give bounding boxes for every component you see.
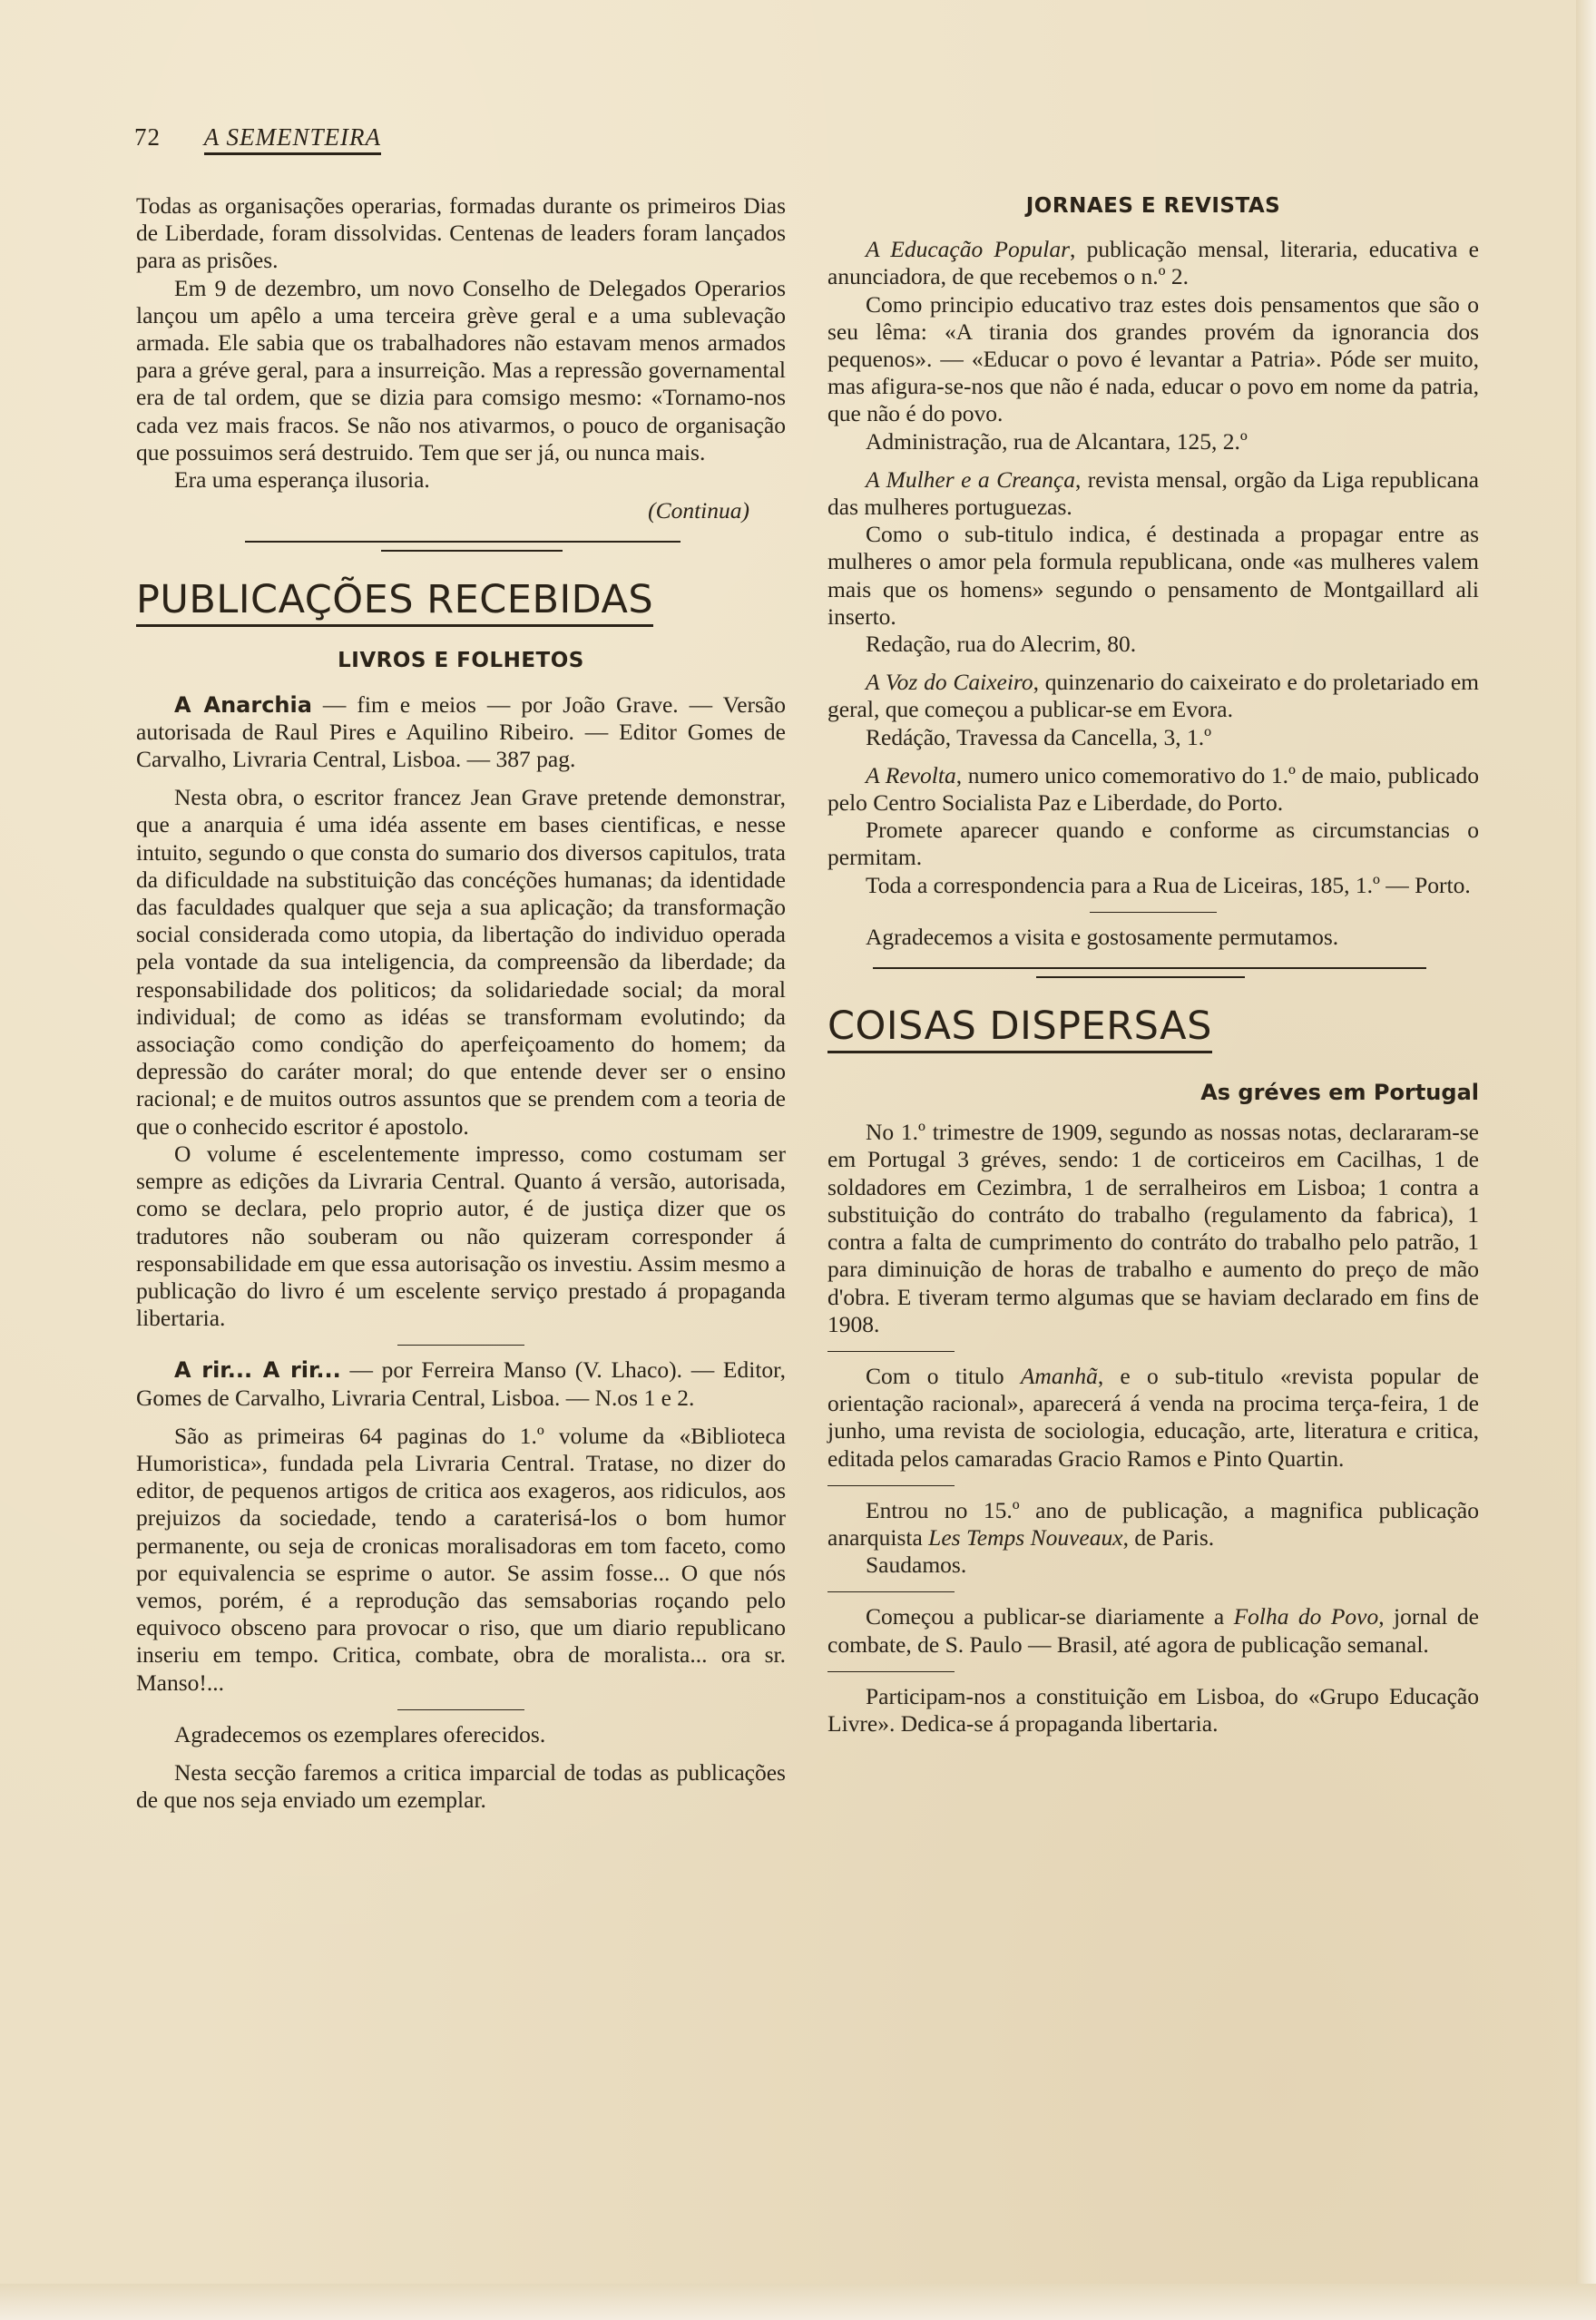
review-paragraph: Nesta obra, o escritor francez Jean Grave pretende demonstrar, que a anarquia é uma idéa assente em bases cientificas, e nesse intuito, segundo o que consta do sumario dos diversos capitulos, trata da dificuldade na substituição das concéções humanas; da identidade das faculdades qualquer que seja a sua aplicação; da transformação social considerada como utopia, da libertação do individuo operada pela vontade da sua inteligencia, da compreensão da liberdade; da responsabilidade dos politicos; da solidariedade social; da moral individual; de como as idéas se transformam evolutindo; da associação como condição do aperfeiçoamento do homem; da depressão do caráter moral; do que entende dever ser o ensino racional; e de muitos outros assuntos que se prendem com a teoria de que o conhecido escritor é apostolo. (136, 784, 786, 1140)
book-reference: — fim e meios — por João Grave. — Versão autorisada de Raul Pires e Aquilino Ribeiro. — Editor Gomes de Carvalho, Livraria Central, Lisboa. — 387 pag. (136, 690, 786, 773)
news-text: Entrou no 15.º ano de publicação, a magnifica publicação anarquista (827, 1496, 1479, 1551)
journal-entry (827, 669, 1479, 723)
journal-name: Les Temps Nouveaux (928, 1523, 1123, 1551)
journal-entry (827, 236, 1479, 290)
section-divider (827, 962, 1479, 985)
divider (397, 1709, 524, 1710)
journal-entry (827, 762, 1479, 817)
right-column (827, 192, 1479, 1738)
journal-description: , publicação mensal, literaria, educativa e anunciadora, de que recebemos o n.º 2. (827, 236, 1479, 290)
journal-entry (827, 466, 1479, 521)
review-paragraph: São as primeiras 64 paginas do 1.º volume da «Biblioteca Humoristica», fundada pela Livraria Central. Tratase, no dizer do editor, de pequenos artigos de critica aos exageros, aos ridiculos, aos prejuizos da sociedade, tendo a caraterisá-los o bom humor permanente, ou seja de cronicas moralisadoras em tom faceto, como por equivalencia se esprime o autor. Se assim fosse... O que nós vemos, porém, é a reprodução das semsaborias roçando pelo equivoco obsceno para provocar o riso, que um diario republicano inseriu em tempo. Critica, combate, obra de moralista... ora sr. Manso!... (136, 1422, 786, 1696)
journal-description: , revista mensal, orgão da Liga republicana das mulheres portuguezas. (827, 465, 1480, 521)
subsection-jornaes: JORNAES E REVISTAS (1025, 194, 1281, 218)
journal-name: Folha do Povo (1233, 1603, 1379, 1630)
news-text: Com o titulo (866, 1362, 1021, 1389)
subsection-livros: LIVROS E FOLHETOS (338, 649, 584, 673)
journal-address: Toda a correspondencia para a Rua de Liceiras, 185, 1.º — Porto. (866, 871, 1471, 898)
news-item: Participam-nos a constituição em Lisboa, do «Grupo Educação Livre». Dedica-se á propaganda libertaria. (827, 1682, 1479, 1737)
news-text: , jornal de combate, de S. Paulo — Brasil, até agora de publicação semanal. (827, 1603, 1479, 1658)
journal-paragraph: Como o sub-titulo indica, é destinada a propagar entre as mulheres o amor pela formula republicana, onde «as mulheres valem mais que os homens» segundo o pensamento de Montgaillard ali inserto. (827, 521, 1479, 630)
divider (827, 1591, 955, 1592)
divider (397, 1345, 524, 1346)
journal-title: A SEMENTEIRA (204, 123, 381, 155)
section-title-publicacoes: PUBLICAÇÕES RECEBIDAS (136, 577, 653, 627)
article-paragraph: Era uma esperança ilusoria. (174, 466, 430, 494)
thanks-note: Agradecemos a visita e gostosamente permutamos. (866, 923, 1339, 950)
article-paragraph: No 1.º trimestre de 1909, segundo as nossas notas, declararam-se em Portugal 3 gréves, sendo: 1 de corticeiros em Cacilhas, 1 de soldadores em Cezimbra, 1 de serralheiros em Lisboa; 1 contra a substituição do contráto do trabalho (regulamento da fabrica), 1 contra a falta de cumprimento do contráto do trabalho pelo patrão, 1 para diminuição de horas de trabalho e aumento do preço de mão d'obra. E tiveram termo algumas que se haviam declarado em fins de 1908. (827, 1119, 1479, 1337)
thanks-note: Agradecemos os ezemplares oferecidos. (174, 1720, 546, 1747)
news-item (827, 1363, 1479, 1473)
journal-name: A Mulher e a Creança (866, 465, 1075, 493)
left-column (136, 192, 786, 1814)
news-text: , e o sub-titulo «revista popular de orientação racional», aparecerá á venda na procima terça-feira, 1 de junho, uma revista de sociologia, educação, arte, literatura e critica, editada pelos camaradas Gracio Ramos e Pinto Quartin. (827, 1362, 1479, 1472)
journal-name: Amanhã (1020, 1362, 1098, 1389)
page-number: 72 (134, 123, 161, 151)
continua-note: (Continua) (648, 497, 749, 524)
journal-paragraph: Promete aparecer quando e conforme as circumstancias o permitam. (827, 817, 1479, 871)
divider (1090, 912, 1217, 913)
divider (827, 1485, 955, 1486)
book-title: A rir... A rir... (174, 1357, 341, 1384)
divider (827, 1671, 955, 1672)
closing-note: Nesta secção faremos a critica imparcial de todas as publicações de que nos seja enviado um ezemplar. (136, 1758, 786, 1814)
journal-address: Redação, rua do Alecrim, 80. (866, 631, 1137, 658)
journal-address: Redáção, Travessa da Cancella, 3, 1.º (866, 723, 1212, 750)
journal-description: , quinzenario do caixeirato e do proletariado em geral, que começou a publicar-se em Evora. (827, 669, 1479, 723)
section-divider (136, 535, 786, 559)
news-item (827, 1603, 1479, 1658)
book-entry (136, 1356, 786, 1411)
book-entry (136, 691, 786, 774)
page-edge-bottom (0, 2284, 1596, 2320)
journal-name: A Voz do Caixeiro (866, 669, 1033, 696)
news-text: Saudamos. (866, 1552, 967, 1579)
news-item (827, 1497, 1479, 1552)
journal-paragraph: Como principio educativo traz estes dois pensamentos que são o seu lêma: «A tirania dos grandes provém da ignorancia dos pequenos». — «Educar o povo é levantar a Patria». Póde ser muito, mas afigura-se-nos que não é nada, educar o povo em nome da patria, que não é do povo. (827, 290, 1479, 427)
book-reference: — por Ferreira Manso (V. Lhaco). — Editor, Gomes de Carvalho, Livraria Central, Lisboa. — N.os 1 e 2. (136, 1356, 786, 1411)
page-edge (1576, 0, 1596, 2320)
journal-address: Administração, rua de Alcantara, 125, 2.º (866, 427, 1248, 455)
article-paragraph: Em 9 de dezembro, um novo Conselho de Delegados Operarios lançou um apêlo a uma terceira grève geral e a uma sublevação armada. Ele sabia que os trabalhadores não estavam menos armados para a gréve geral, para a insurreição. Mas a repressão governamental era de tal ordem, que se dizia para comsigo mesmo: «Tornamo-nos cada vez mais fracos. Se não nos ativarmos, o pouco de organisação que possuimos será destruido. Tem que ser já, ou nunca mais. (136, 274, 786, 465)
article-subtitle: As gréves em Portugal (1200, 1080, 1479, 1106)
journal-name: A Educação Popular (866, 236, 1071, 263)
news-text: , de Paris. (1122, 1523, 1215, 1551)
journal-description: , numero unico comemorativo do 1.º de maio, publicado pelo Centro Socialista Paz e Liberdade, do Porto. (827, 761, 1479, 817)
section-title-coisas: COISAS DISPERSAS (827, 1003, 1212, 1053)
divider (827, 1351, 955, 1352)
journal-name: A Revolta (866, 761, 956, 788)
article-paragraph: Todas as organisações operarias, formadas durante os primeiros Dias de Liberdade, foram dissolvidas. Centenas de leaders foram lançados para as prisões. (136, 192, 786, 274)
running-header (134, 123, 381, 152)
review-paragraph: O volume é escelentemente impresso, como costumam ser sempre as edições da Livraria Central. Quanto á versão, autorisada, como se declara, pelo proprio autor, é de justiça dizer que os tradutores não souberam ou não quizeram corresponder á responsabilidade em que essa autorisação os investiu. Assim mesmo a publicação do livro é um escelente serviço prestado á propaganda libertaria. (136, 1140, 786, 1332)
book-title: A Anarchia (174, 691, 312, 718)
news-text: Começou a publicar-se diariamente a (866, 1603, 1234, 1630)
